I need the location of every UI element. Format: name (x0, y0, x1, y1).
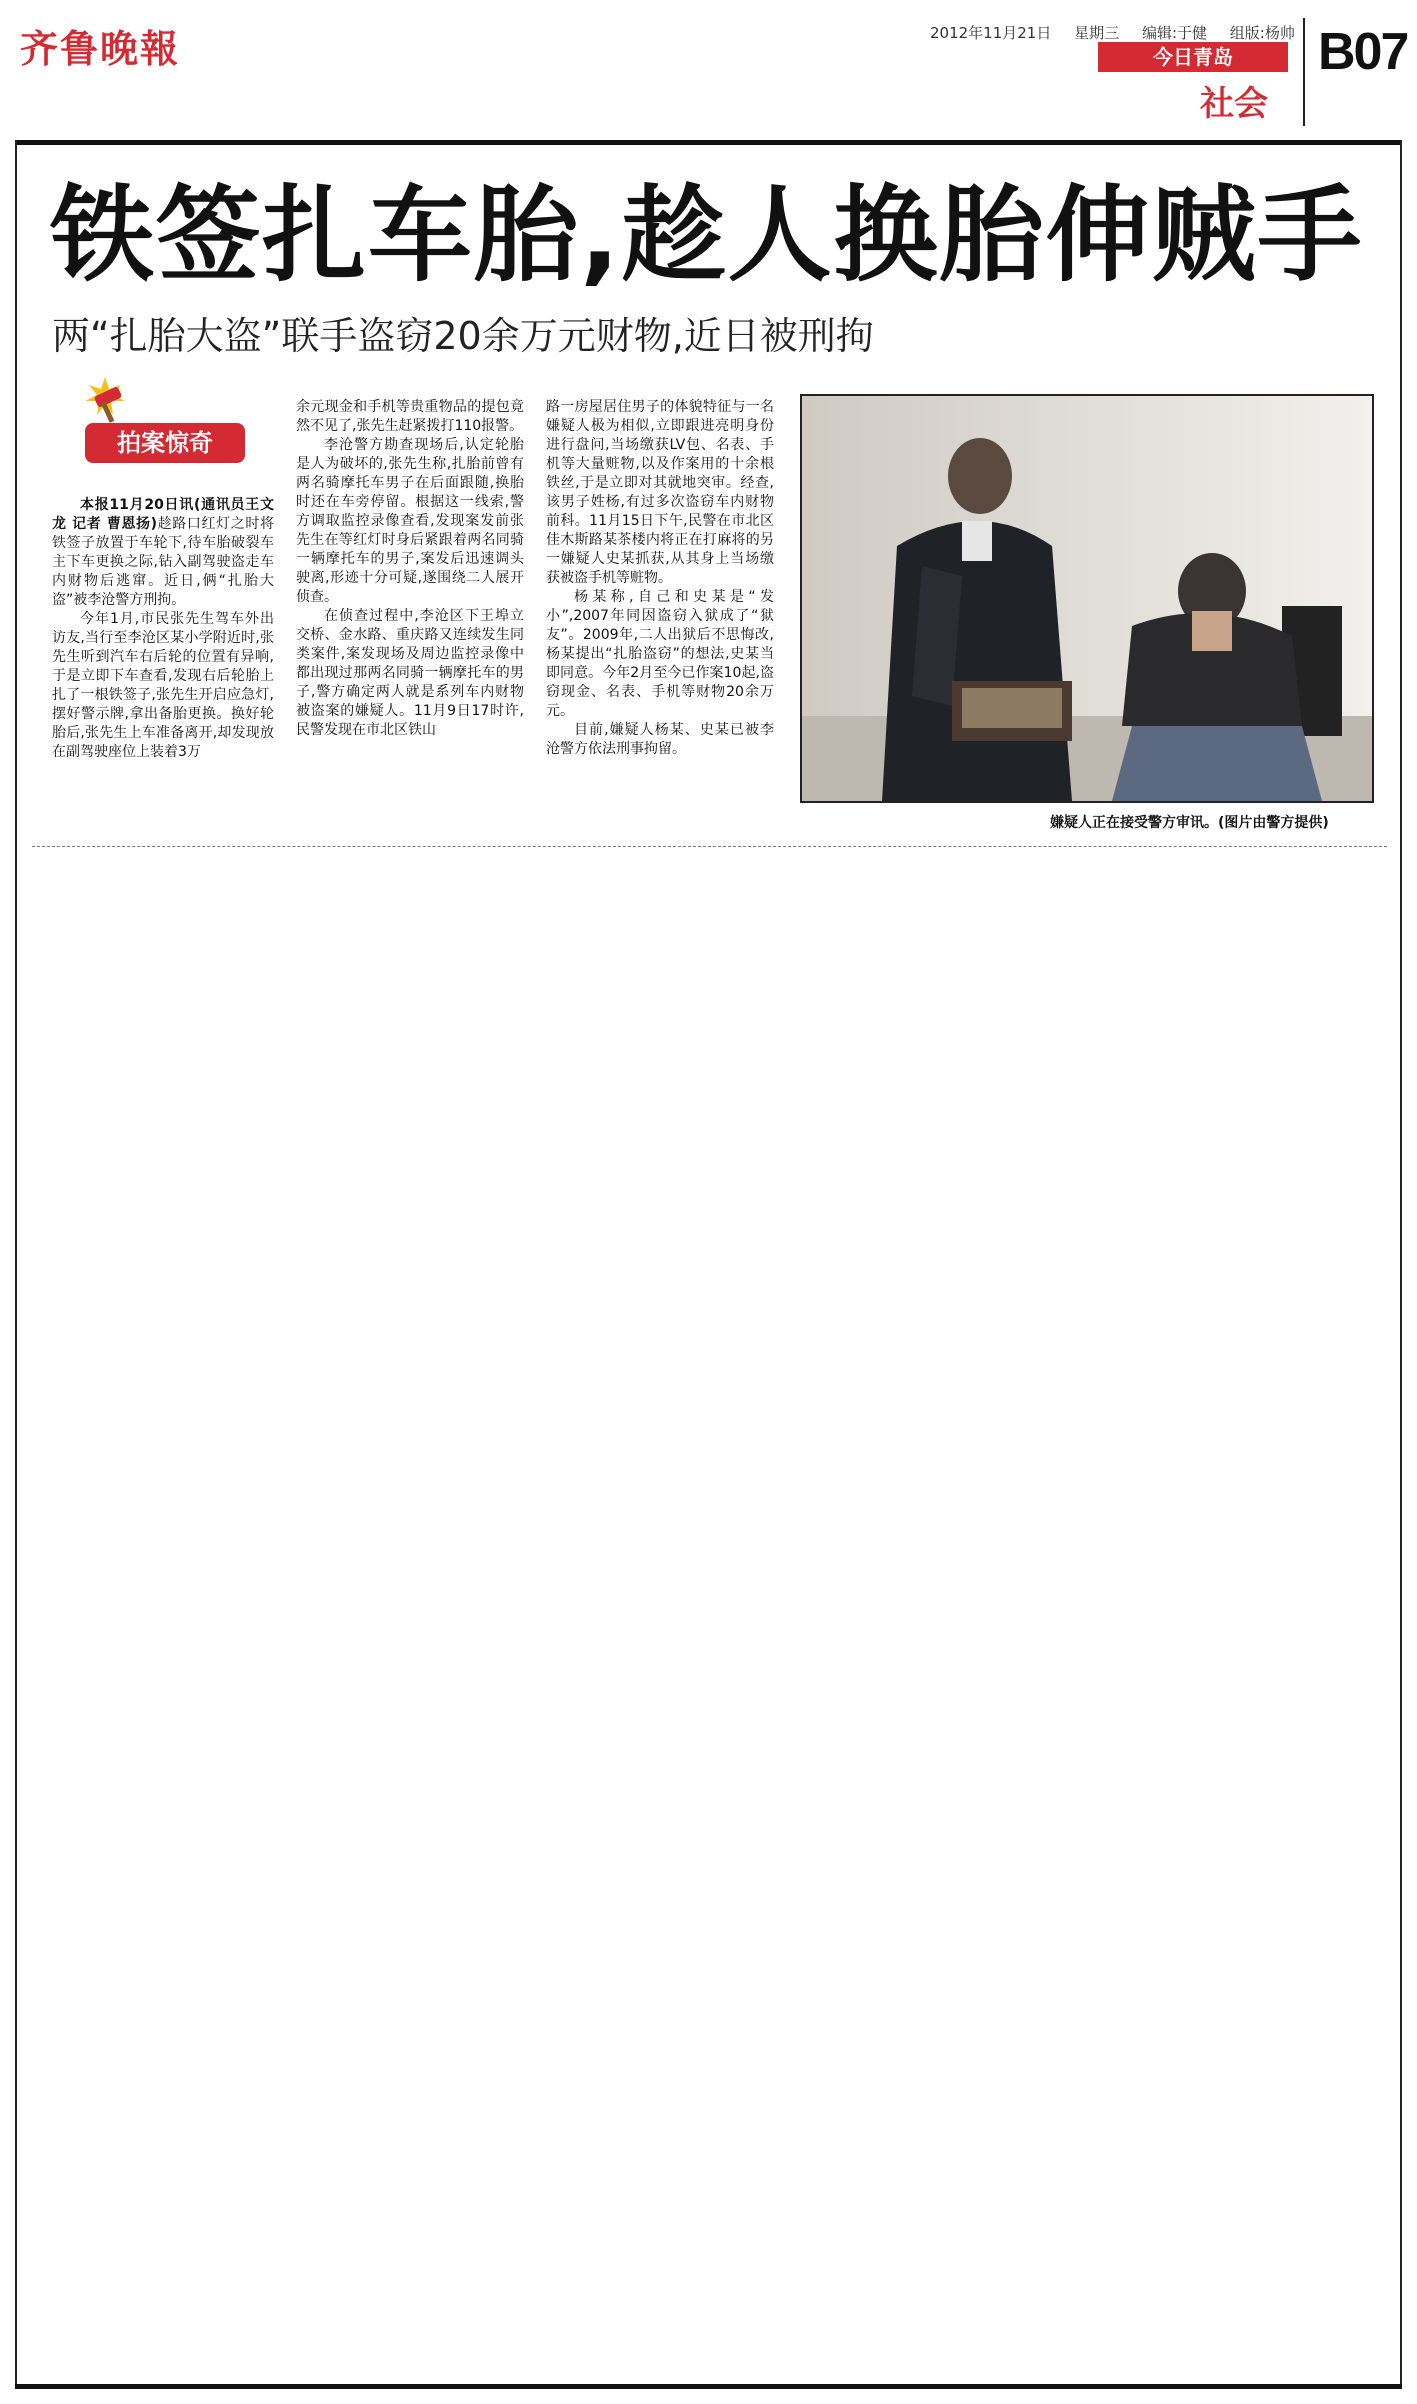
issue-weekday: 星期三 (1074, 24, 1120, 42)
masthead-logo: 齐鲁晚報 (20, 26, 181, 71)
column-badge-label: 拍案惊奇 (85, 423, 245, 463)
paragraph: 余元现金和手机等贵重物品的提包竟然不见了,张先生赶紧拨打110报警。 (296, 399, 524, 434)
paragraph: 目前,嫌疑人杨某、史某已被李沧警方依法刑事拘留。 (546, 722, 774, 757)
gavel-icon (75, 375, 135, 425)
photo-caption: 嫌疑人正在接受警方审讯。(图片由警方提供) (1050, 815, 1329, 831)
article-column-1 (52, 496, 274, 762)
issue-date: 2012年11月21日 (930, 24, 1052, 42)
layout-credit: 组版:杨帅 (1229, 24, 1295, 42)
top-rule (15, 140, 1402, 145)
paragraph: 在侦查过程中,李沧区下王埠立交桥、金水路、重庆路又连续发生同类案件,案发现场及周边监控录像中都出现过那两名同骑一辆摩托车的男子,警方确定两人就是系列车内财物被盗案的嫌疑人。11月9日17时许,民警发现在市北区铁山 (296, 608, 524, 738)
byline: 本报11月20日讯(通讯员王文龙 记者 曹恩扬) (52, 497, 274, 532)
editor-credit: 编辑:于健 (1141, 24, 1207, 42)
section-tag: 今日青岛 (1098, 42, 1288, 72)
header-divider (1303, 18, 1305, 126)
paragraph: 今年1月,市民张先生驾车外出访友,当行至李沧区某小学附近时,张先生听到汽车右后轮的位置有异响,于是立即下车查看,发现右后轮胎上扎了一根铁签子,张先生开启应急灯,摆好警示牌,拿出备胎更换。换好轮胎后,张先生上车准备离开,却发现放在副驾驶座位上装着3万 (52, 611, 274, 760)
paragraph: 路一房屋居住男子的体貌特征与一名嫌疑人极为相似,立即跟进亮明身份进行盘问,当场缴获LV包、名表、手机等大量赃物,以及作案用的十余根铁丝,于是立即对其就地突审。经查,该男子姓杨,有过多次盗窃车内财物前科。11月15日下午,民警在市北区佳木斯路某茶楼内将正在打麻将的另一嫌疑人史某抓获,从其身上当场缴获被盗手机等赃物。 (546, 399, 774, 586)
issue-meta (930, 22, 1313, 43)
headline: 铁签扎车胎,趁人换胎伸贼手 (50, 174, 1364, 296)
interrogation-photo-illustration (802, 396, 1372, 801)
article-lead (52, 496, 274, 610)
frame-left (15, 140, 17, 2389)
article-bottom-rule (32, 846, 1387, 847)
article-column-3 (546, 398, 774, 759)
bottom-rule (15, 2384, 1402, 2389)
paragraph: 趁路口红灯之时将铁签子放置于车轮下,待车胎破裂车主下车更换之际,钻入副驾驶盗走车内财物后逃窜。近日,俩“扎胎大盗”被李沧警方刑拘。 (52, 516, 274, 608)
column-badge (75, 375, 255, 475)
frame-right (1400, 140, 1402, 2389)
paragraph: 杨某称,自己和史某是“发小”,2007年同因盗窃入狱成了“狱友”。2009年,二人出狱后不思悔改,杨某提出“扎胎盗窃”的想法,史某当即同意。今年2月至今已作案10起,盗窃现金、名表、手机等财物20余万元。 (546, 589, 774, 719)
news-photo (800, 394, 1374, 803)
section-name: 社会 (1200, 84, 1268, 124)
article-column-2 (296, 398, 524, 740)
paragraph: 李沧警方勘查现场后,认定轮胎是人为破坏的,张先生称,扎胎前曾有两名骑摩托车男子在后面跟随,换胎时还在车旁停留。根据这一线索,警方调取监控录像查看,发现案发前张先生在等红灯时身后紧跟着两名同骑一辆摩托车的男子,案发后迅速调头驶离,形迹十分可疑,遂围绕二人展开侦查。 (296, 437, 524, 605)
subheadline: 两“扎胎大盗”联手盗窃20余万元财物,近日被刑拘 (52, 314, 874, 358)
page-number: B07 (1318, 23, 1408, 81)
